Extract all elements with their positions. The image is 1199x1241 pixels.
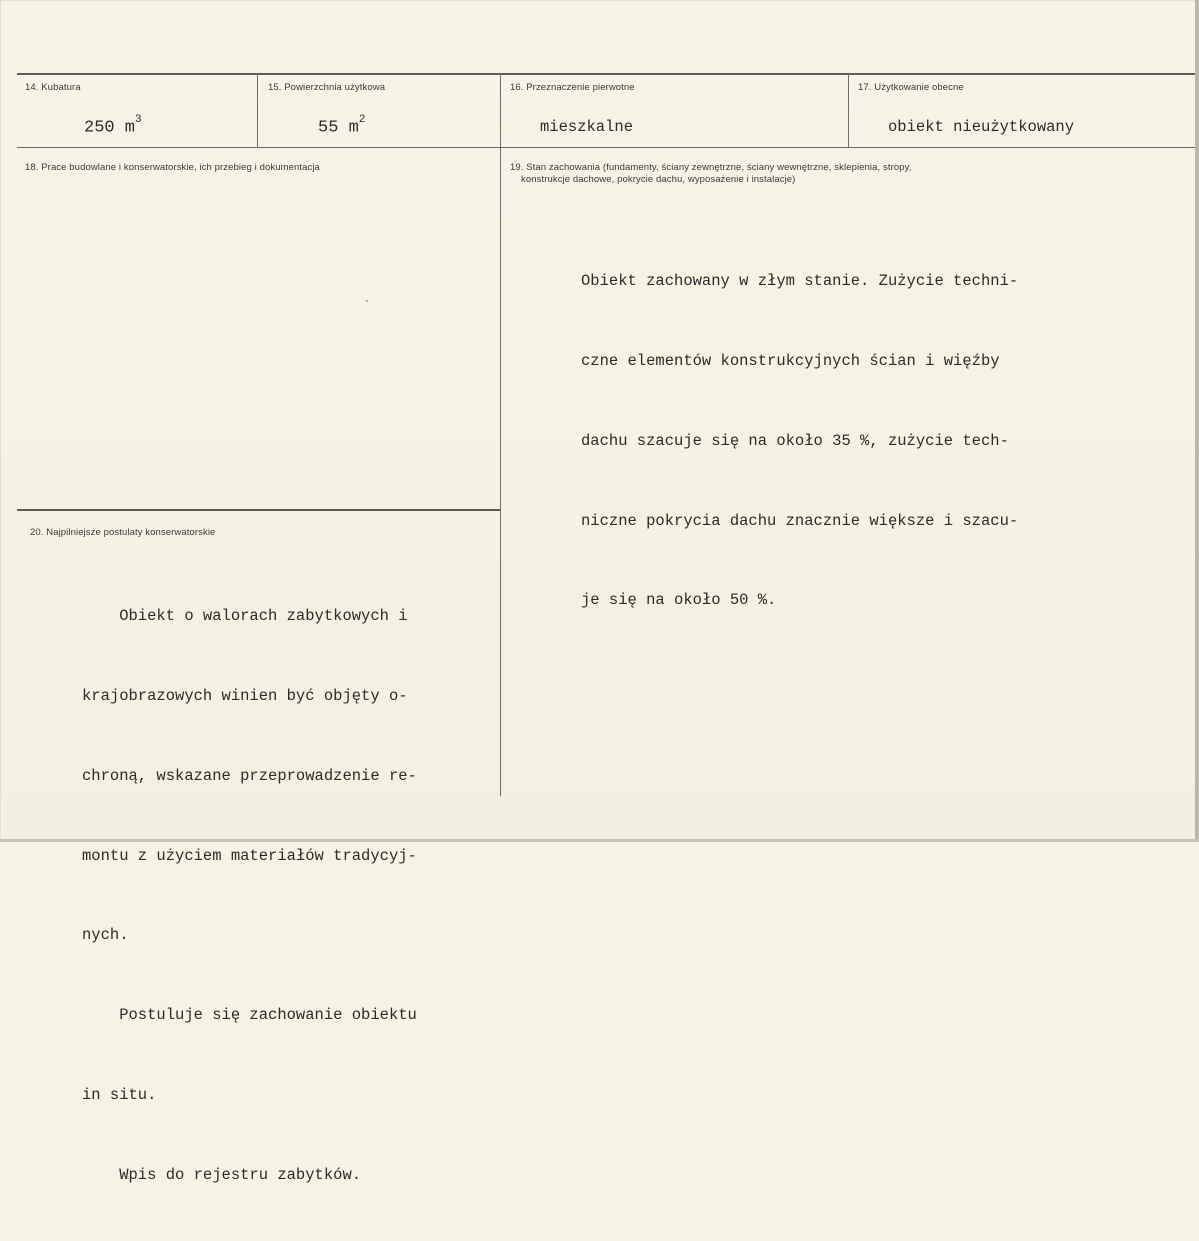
field-20-line: Obiekt o walorach zabytkowych i xyxy=(82,607,408,626)
divider-field-20 xyxy=(17,509,500,511)
field-16-value: mieszkalne xyxy=(540,118,634,136)
field-19-label-line-2: konstrukcje dachowe, pokrycie dachu, wyposażenie i instalacje) xyxy=(521,174,796,185)
field-17-value: obiekt nieużytkowany xyxy=(888,118,1075,136)
field-20-text xyxy=(82,550,417,1241)
top-rule xyxy=(17,73,1199,75)
row-divider-top xyxy=(17,147,1199,148)
field-14-label: 14. Kubatura xyxy=(25,82,81,93)
field-20-line: in situ. xyxy=(82,1085,157,1104)
paper-speck xyxy=(366,300,368,302)
area-unit-exponent: 2 xyxy=(358,114,366,126)
col-divider-3 xyxy=(848,74,849,147)
field-19-line: dachu szacuje się na około 35 %, zużycie tech- xyxy=(581,431,1009,450)
field-20-label: 20. Najpilniejsze postulaty konserwatorskie xyxy=(30,527,216,538)
field-19-text xyxy=(581,215,1018,667)
field-14-value xyxy=(84,114,142,138)
col-divider-2 xyxy=(500,74,501,796)
field-19-line: Obiekt zachowany w złym stanie. Zużycie techni- xyxy=(581,272,1019,291)
field-20-line: krajobrazowych winien być objęty o- xyxy=(82,686,408,705)
card-edge-right xyxy=(1195,0,1199,842)
field-20-line: Wpis do rejestru zabytków. xyxy=(82,1165,362,1184)
field-15-value xyxy=(318,114,366,138)
field-20-line: montu z użyciem materiałów tradycyj- xyxy=(82,846,417,865)
area-value: 55 m xyxy=(318,118,359,138)
field-20-line: nych. xyxy=(82,926,129,945)
field-15-label: 15. Powierzchnia użytkowa xyxy=(268,82,386,93)
field-18-label: 18. Prace budowlane i konserwatorskie, ich przebieg i dokumentacja xyxy=(25,162,320,173)
field-20-line: Postuluje się zachowanie obiektu xyxy=(82,1006,417,1025)
field-19-line: niczne pokrycia dachu znacznie większe i szacu- xyxy=(581,511,1019,530)
field-16-label: 16. Przeznaczenie pierwotne xyxy=(510,82,635,93)
field-19-line: je się na około 50 %. xyxy=(581,591,777,610)
cubature-unit-exponent: 3 xyxy=(135,114,142,126)
field-19-label-line-1: 19. Stan zachowania (fundamenty, ściany zewnętrzne, ściany wewnętrzne, sklepienia, stropy, xyxy=(510,162,912,173)
col-divider-1 xyxy=(257,74,258,147)
field-20-line: chroną, wskazane przeprowadzenie re- xyxy=(82,766,417,785)
field-19-line: czne elementów konstrukcyjnych ścian i więźby xyxy=(581,351,1000,370)
field-17-label: 17. Użytkowanie obecne xyxy=(858,82,964,93)
cubature-value: 250 m xyxy=(84,118,136,138)
